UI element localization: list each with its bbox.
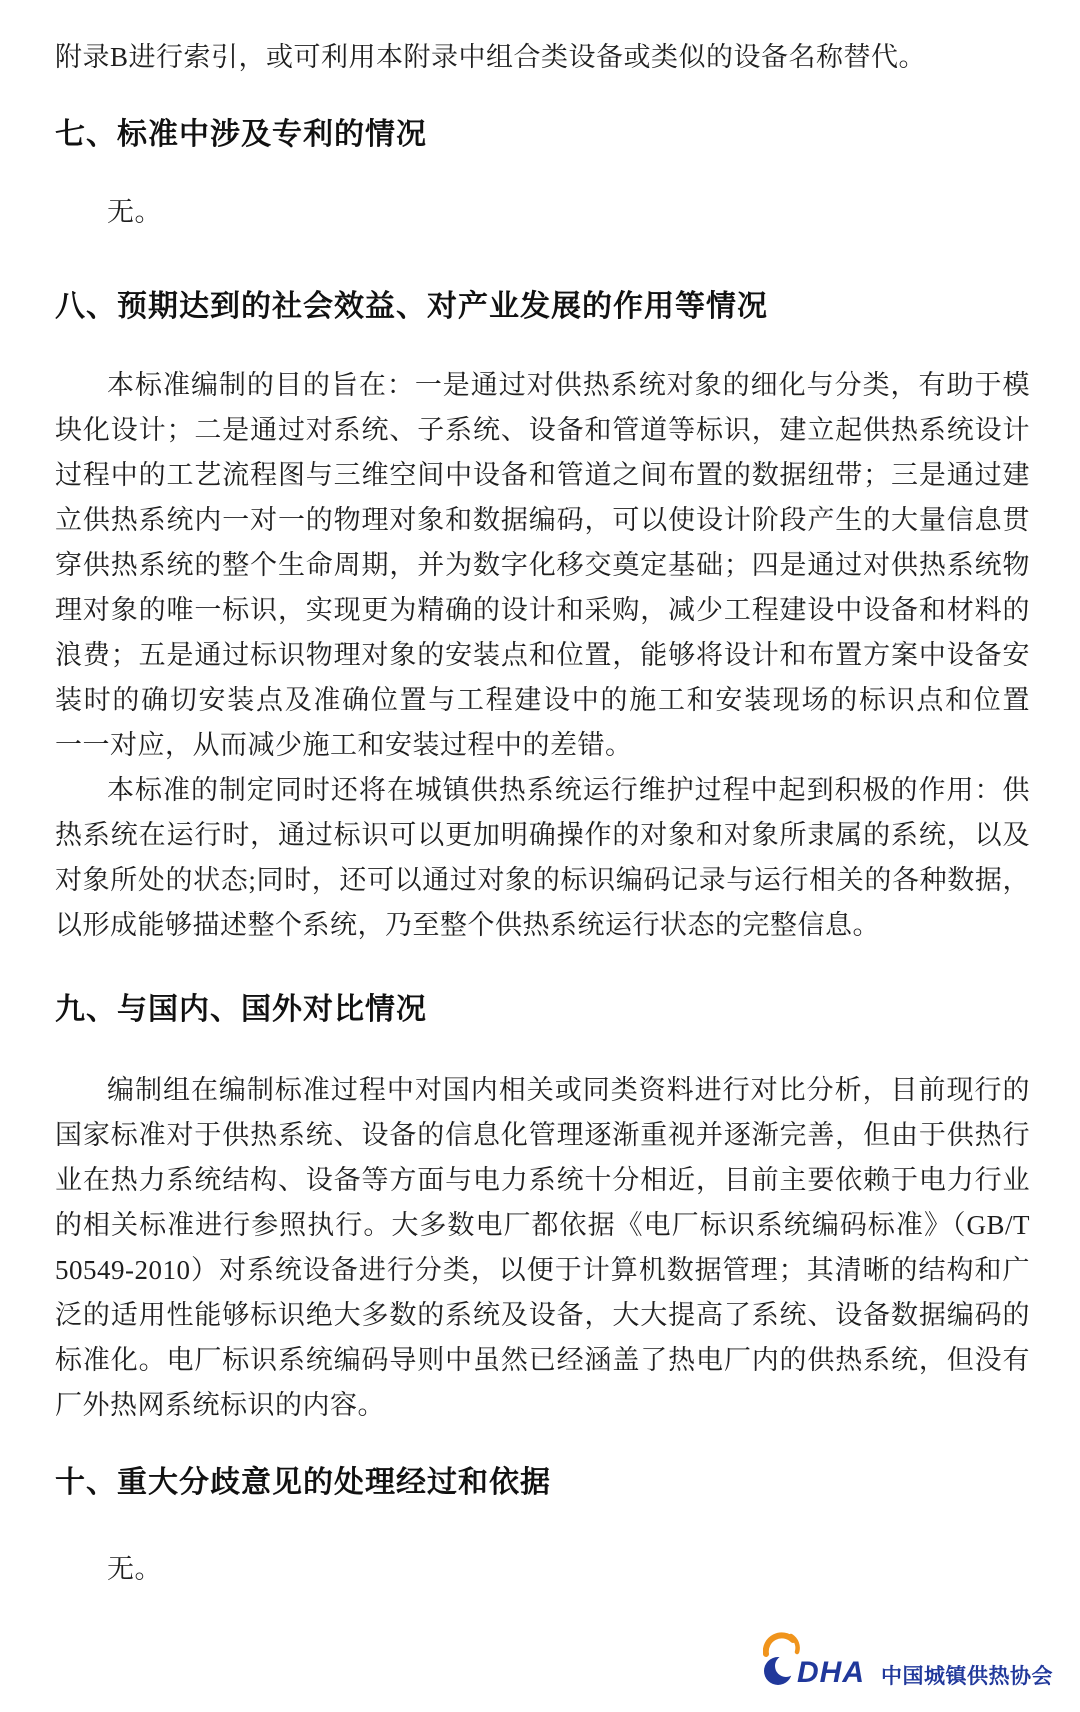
body-line: 一一对应，从而减少施工和安装过程中的差错。 [55,730,633,760]
body-line: 理对象的唯一标识，实现更为精确的设计和采购，减少工程建设中设备和材料的 [55,595,1030,625]
body-line: 以形成能够描述整个系统，乃至整个供热系统运行状态的完整信息。 [55,910,880,940]
body-line: 泛的适用性能够标识绝大多数的系统及设备，大大提高了系统、设备数据编码的 [55,1300,1030,1330]
logo-crescent-cutout [775,1655,797,1677]
body-line: 立供热系统内一对一的物理对象和数据编码，可以使设计阶段产生的大量信息贯 [55,505,1030,535]
body-line: 热系统在运行时，通过标识可以更加明确操作的对象和对象所隶属的系统，以及 [55,820,1030,850]
section-9-heading: 九、与国内、国外对比情况 [55,993,427,1026]
body-line: 国家标准对于供热系统、设备的信息化管理逐渐重视并逐渐完善，但由于供热行 [55,1120,1030,1150]
section-8-heading: 八、预期达到的社会效益、对产业发展的作用等情况 [55,290,768,323]
cdha-logo [763,1630,1053,1690]
body-line: 对象所处的状态;同时，还可以通过对象的标识编码记录与运行相关的各种数据， [55,865,1030,895]
body-line: 的相关标准进行参照执行。大多数电厂都依据《电厂标识系统编码标准》（GB/T [55,1210,1030,1240]
body-line: 过程中的工艺流程图与三维空间中设备和管道之间布置的数据纽带；三是通过建 [55,460,1030,490]
body-line: 编制组在编制标准过程中对国内相关或同类资料进行对比分析，目前现行的 [107,1075,1030,1105]
body-line: 50549-2010）对系统设备进行分类，以便于计算机数据管理；其清晰的结构和广 [55,1255,1030,1285]
body-line: 块化设计；二是通过对系统、子系统、设备和管道等标识，建立起供热系统设计 [55,415,1030,445]
logo-large-swoosh-icon [766,1635,793,1654]
body-line: 本标准的制定同时还将在城镇供热系统运行维护过程中起到积极的作用：供 [107,775,1030,805]
body-line: 穿供热系统的整个生命周期，并为数字化移交奠定基础；四是通过对供热系统物 [55,550,1030,580]
section-10-body: 无。 [107,1554,162,1584]
document-page [55,35,1030,1592]
body-line: 本标准编制的目的旨在：一是通过对供热系统对象的细化与分类，有助于模 [107,370,1030,400]
section-10-heading: 十、重大分歧意见的处理经过和依据 [55,1466,551,1499]
body-line: 标准化。电厂标识系统编码导则中虽然已经涵盖了热电厂内的供热系统，但没有 [55,1345,1030,1375]
body-line: 业在热力系统结构、设备等方面与电力系统十分相近，目前主要依赖于电力行业 [55,1165,1030,1195]
body-line: 浪费；五是通过标识物理对象的安装点和位置，能够将设计和布置方案中设备安 [55,640,1030,670]
continuation-line: 附录B进行索引，或可利用本附录中组合类设备或类似的设备名称替代。 [55,42,927,72]
section-7-heading: 七、标准中涉及专利的情况 [55,118,427,151]
logo-acronym: DHA [797,1656,865,1689]
body-line: 厂外热网系统标识的内容。 [55,1390,385,1420]
body-line: 装时的确切安装点及准确位置与工程建设中的施工和安装现场的标识点和位置 [55,685,1030,715]
logo-org-name: 中国城镇供热协会 [881,1665,1053,1688]
logo-small-swoosh-icon [791,1636,798,1652]
section-7-body: 无。 [107,197,162,227]
